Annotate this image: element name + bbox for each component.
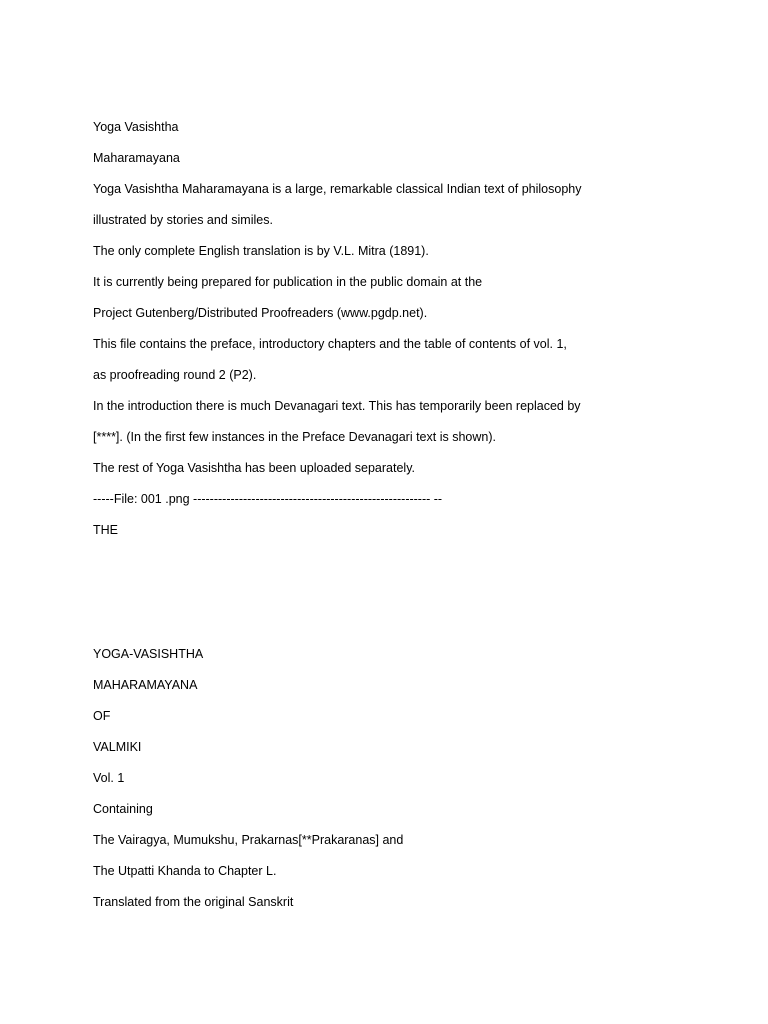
text-line: The rest of Yoga Vasishtha has been uploaded separately.	[93, 461, 415, 475]
doc-subtitle: Maharamayana	[93, 151, 180, 165]
volume-label: Vol. 1	[93, 771, 125, 785]
text-line: The Vairagya, Mumukshu, Prakarnas[**Prakaranas] and	[93, 833, 404, 847]
text-line: as proofreading round 2 (P2).	[93, 368, 257, 382]
book-title: YOGA-VASISHTHA	[93, 647, 204, 661]
text-line: Translated from the original Sanskrit	[93, 895, 294, 909]
text-line: [****]. (In the first few instances in the Preface Devanagari text is shown).	[93, 430, 496, 444]
text-line: The Utpatti Khanda to Chapter L.	[93, 864, 277, 878]
text-line: This file contains the preface, introductory chapters and the table of contents of vol. 1,	[93, 337, 567, 351]
text-line: In the introduction there is much Devanagari text. This has temporarily been replaced by	[93, 399, 581, 413]
text-line: Project Gutenberg/Distributed Proofreaders (www.pgdp.net).	[93, 306, 428, 320]
page-separator-line: -----File: 001 .png --------------------------------------------------------- --	[93, 492, 443, 506]
book-author: VALMIKI	[93, 740, 142, 754]
book-title: MAHARAMAYANA	[93, 678, 198, 692]
text-line: Containing	[93, 802, 153, 816]
text-line: Yoga Vasishtha Maharamayana is a large, remarkable classical Indian text of philosophy	[93, 182, 582, 196]
text-line: OF	[93, 709, 111, 723]
text-line: illustrated by stories and similes.	[93, 213, 273, 227]
doc-title: Yoga Vasishtha	[93, 120, 179, 134]
text-line: It is currently being prepared for publication in the public domain at the	[93, 275, 483, 289]
text-line: THE	[93, 523, 118, 537]
text-line: The only complete English translation is by V.L. Mitra (1891).	[93, 244, 429, 258]
